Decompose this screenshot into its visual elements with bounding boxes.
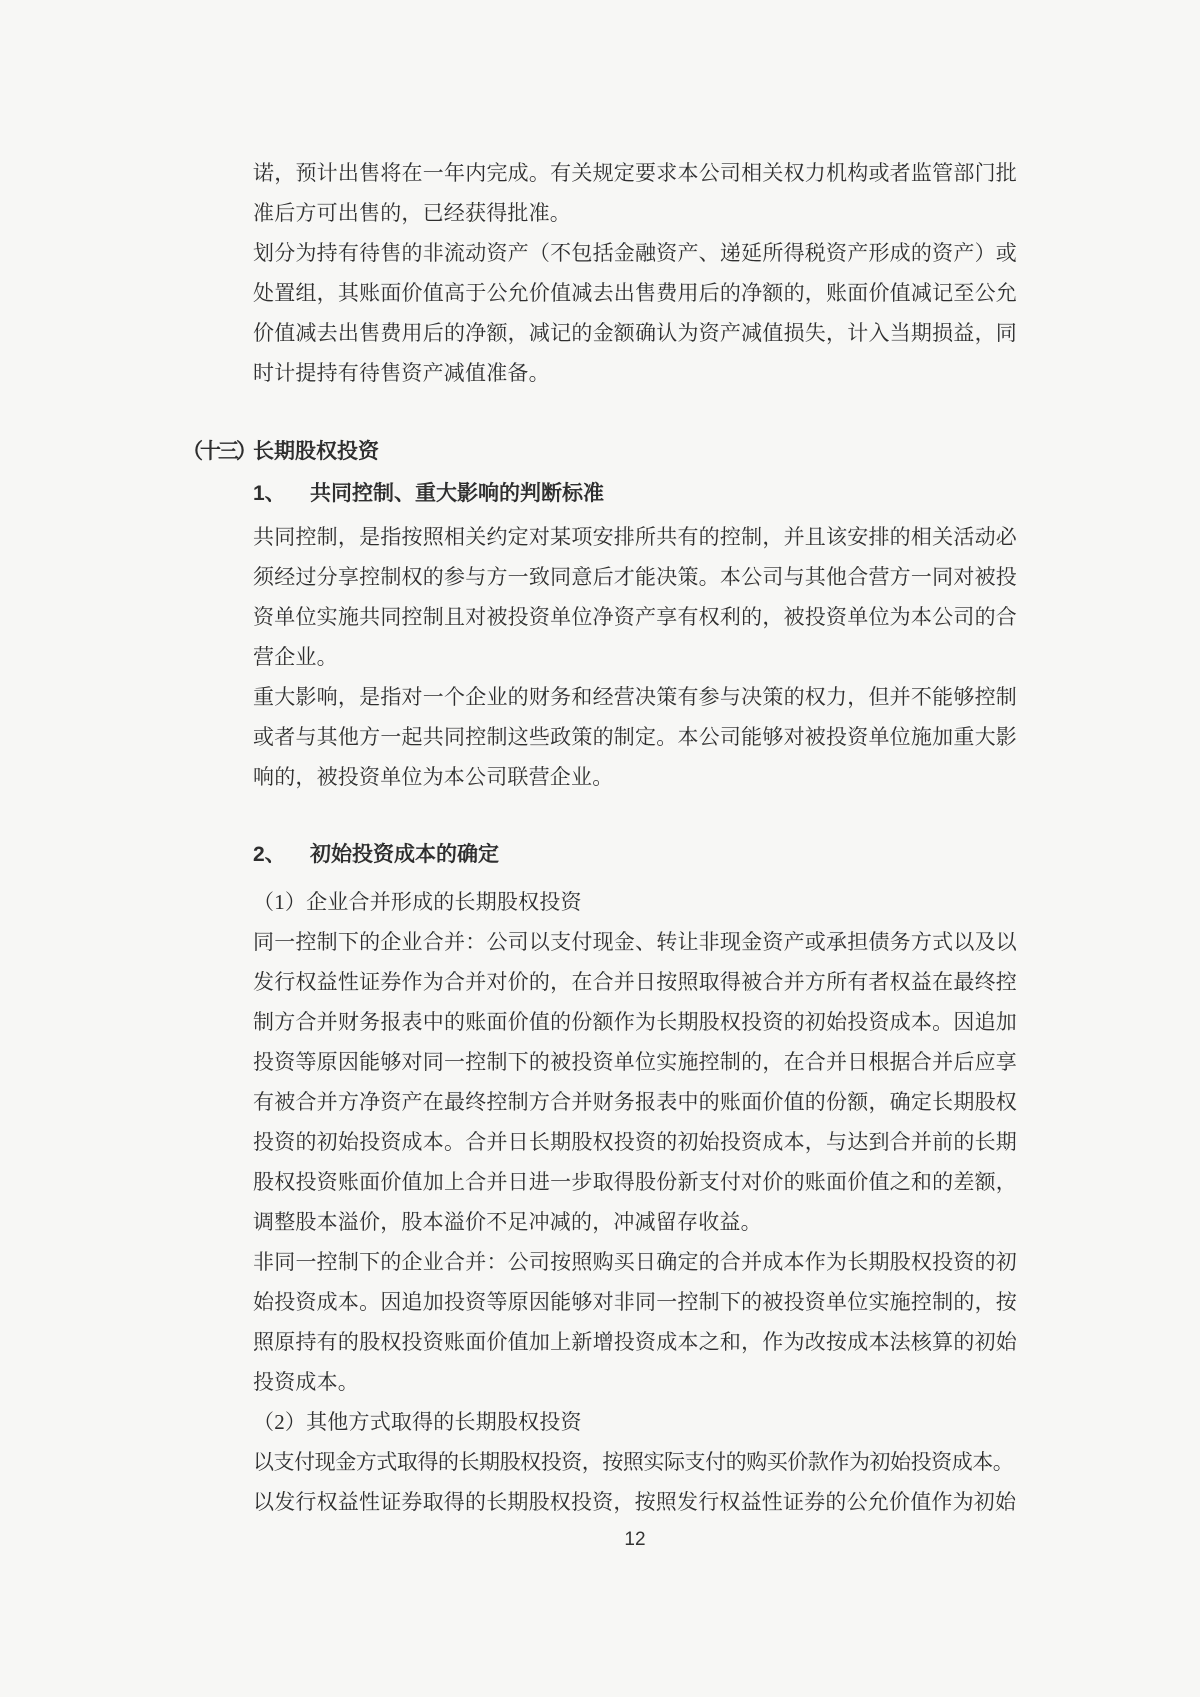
- paragraph-equity-securities-acquisition: 以发行权益性证券取得的长期股权投资，按照发行权益性证券的公允价值作为初始: [253, 1490, 1017, 1514]
- section-title: 长期股权投资: [253, 440, 379, 463]
- paragraph-cash-acquisition: 以支付现金方式取得的长期股权投资，按照实际支付的购买价款作为初始投资成本。: [253, 1450, 1014, 1474]
- subsection-2-number: 2、: [253, 843, 286, 866]
- paragraph-non-same-control-merger: 非同一控制下的企业合并：公司按照购买日确定的合并成本作为长期股权投资的初始投资成本。因追加投资等原因能够对非同一控制下的被投资单位实施控制的，按照原持有的股权投资账面价值加上新增投资成本之和，作为改按成本法核算的初始投资成本。: [253, 1250, 1017, 1394]
- paragraph-significant-influence: 重大影响，是指对一个企业的财务和经营决策有参与决策的权力，但并不能够控制或者与其他方一起共同控制这些政策的制定。本公司能够对被投资单位施加重大影响的，被投资单位为本公司联营企业。: [253, 685, 1017, 789]
- paragraph-same-control-merger: 同一控制下的企业合并：公司以支付现金、转让非现金资产或承担债务方式以及以发行权益性证券作为合并对价的，在合并日按照取得被合并方所有者权益在最终控制方合并财务报表中的账面价值的份额作为长期股权投资的初始投资成本。因追加投资等原因能够对同一控制下的被投资单位实施控制的，在合并日根据合并后应享有被合并方净资产在最终控制方合并财务报表中的账面价值的份额，确定长期股权投资的初始投资成本。合并日长期股权投资的初始投资成本，与达到合并前的长期股权投资账面价值加上合并日进一步取得股份新支付对价的账面价值之和的差额，调整股本溢价，股本溢价不足冲减的，冲减留存收益。: [253, 930, 1017, 1234]
- item-1-label: （1）企业合并形成的长期股权投资: [253, 890, 582, 914]
- carryover-paragraphs: [253, 153, 1017, 393]
- item-2-label: （2）其他方式取得的长期股权投资: [253, 1410, 582, 1434]
- subsection-1-body: [253, 517, 1017, 797]
- subsection-2-heading: [253, 835, 499, 875]
- paragraph-held-for-sale-measurement: 划分为持有待售的非流动资产（不包括金融资产、递延所得税资产形成的资产）或处置组，其账面价值高于公允价值减去出售费用后的净额的，账面价值减记至公允价值减去出售费用后的净额，减记的金额确认为资产减值损失，计入当期损益，同时计提持有待售资产减值准备。: [253, 241, 1017, 385]
- subsection-1-heading: [253, 474, 604, 514]
- paragraph-held-for-sale-approval: 诺，预计出售将在一年内完成。有关规定要求本公司相关权力机构或者监管部门批准后方可出售的，已经获得批准。: [253, 161, 1017, 225]
- paragraph-joint-control: 共同控制，是指按照相关约定对某项安排所共有的控制，并且该安排的相关活动必须经过分享控制权的参与方一致同意后才能决策。本公司与其他合营方一同对被投资单位实施共同控制且对被投资单位净资产享有权利的，被投资单位为本公司的合营企业。: [253, 525, 1017, 669]
- subsection-2-body: [253, 882, 1017, 1522]
- subsection-2-title: 初始投资成本的确定: [310, 843, 499, 866]
- section-heading: [182, 432, 379, 472]
- subsection-1-title: 共同控制、重大影响的判断标准: [310, 482, 604, 505]
- subsection-1-number: 1、: [253, 482, 286, 505]
- section-number: （十三）: [182, 440, 254, 463]
- page-number: 12: [624, 1529, 646, 1550]
